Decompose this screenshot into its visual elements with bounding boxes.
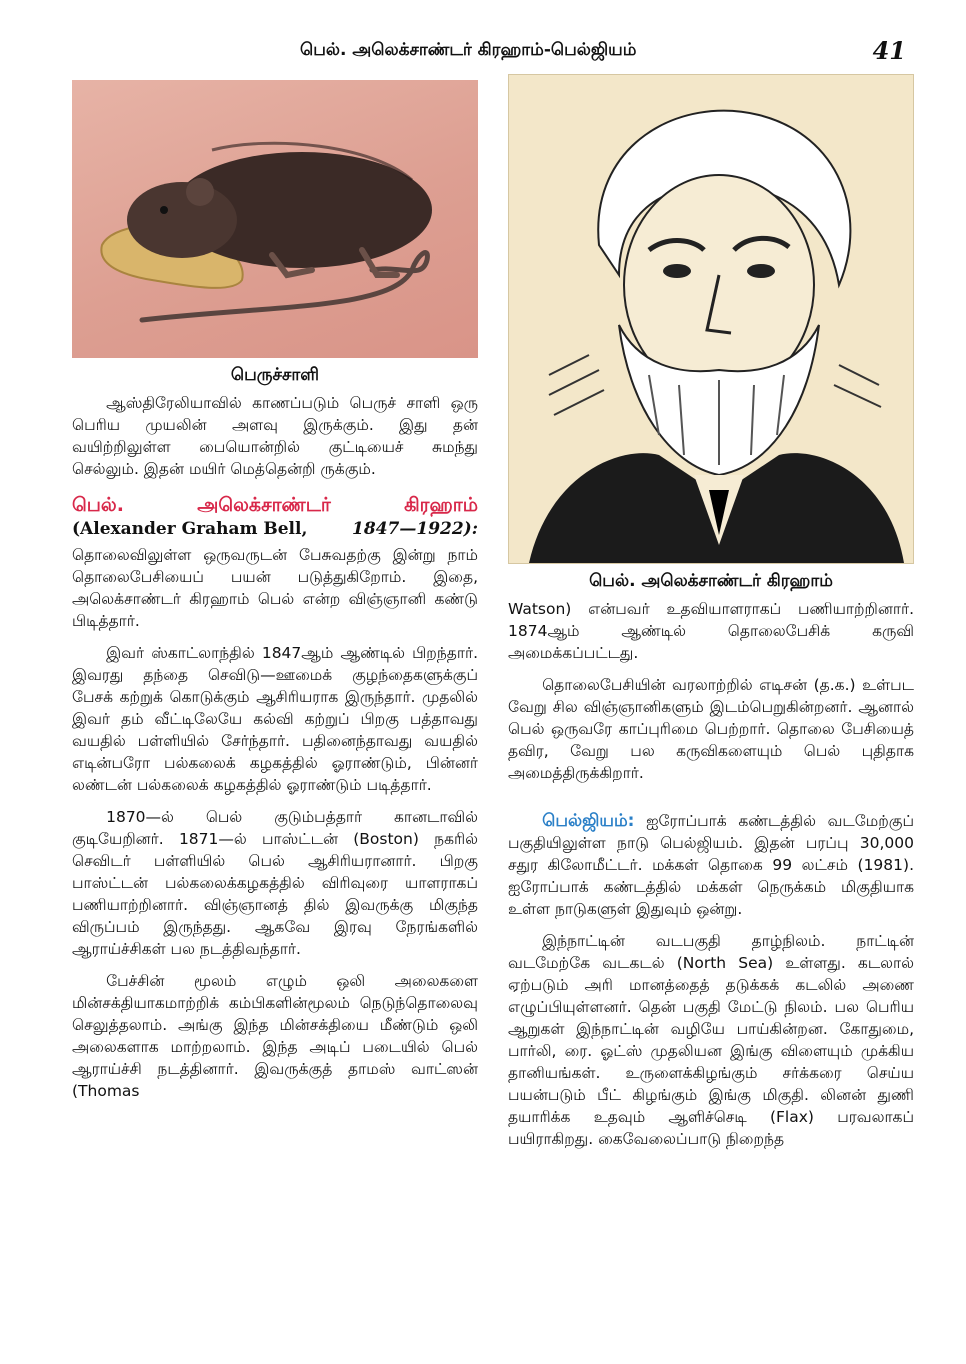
bell-paragraph: தொலைபேசியின் வரலாற்றில் எடிசன் (த.க.) உள்பட வேறு சில விஞ்ஞானிகளும் இடம்பெறுகின்றனர். ஆனால் பெல் ஒருவரே காப்புரிமை பெற்றார். தொலை பேசியைத் தவிர, வேறு பல கருவிகளையும் பெல் புதிதாக அமைத்திருக்கிறார். [508, 676, 914, 782]
bell-paragraph: தொலைவிலுள்ள ஒருவருடன் பேசுவதற்கு இன்று நாம் தொலைபேசியைப் பயன் படுத்துகிறோம். இதை, அலெக்சாண்டர் கிரஹாம் பெல் என்ற விஞ்ஞானி கண்டு பிடித்தார். [72, 546, 478, 630]
bell-portrait [508, 74, 914, 564]
rat-illustration [72, 80, 478, 358]
bell-title-part: கிரஹாம் [404, 494, 478, 516]
bell-title-part: அலெக்சாண்டர் [197, 494, 331, 516]
rat-caption: பெருச்சாளி [230, 365, 320, 385]
bell-subtitle [72, 518, 478, 540]
rat-paragraph: ஆஸ்திரேலியாவில் காணப்படும் பெருச் சாளி ஒரு பெரிய முயலின் அளவு இருக்கும். இது தன் வயிற்றிலுள்ள பையொன்றில் குட்டியைச் சுமந்து செல்லும். இதன் மயிர் மெத்தென்றி ருக்கும். [72, 394, 478, 478]
bell-paragraph: 1870—ல் பெல் குடும்பத்தார் கானடாவில் குடியேறினர். 1871—ல் பாஸ்ட்டன் (Boston) நகரில் செவிடர் பள்ளியில் பெல் ஆசிரியரானார். பிறகு பாஸ்ட்டன் பல்கலைக்கழகத்தில் விரிவுரை யாளராகப் பணியாற்றினார். விஞ்ஞானத் தில் இவருக்கு மிகுந்த விருப்பம் இருந்தது. ஆகவே இரவு நேரங்களில் ஆராய்ச்சிகள் பல நடத்திவந்தார். [72, 808, 478, 958]
belgium-heading: பெல்ஜியம்: [542, 811, 635, 831]
left-column [72, 80, 478, 1112]
bell-paragraph: பேச்சின் மூலம் எழும் ஒலி அலைகளை மின்சக்தியாகமாற்றிக் கம்பிகளின்மூலம் நெடுந்தொலைவு செலுத்தலாம். அங்கு இந்த மின்சக்தியை மீண்டும் ஒலி அலைகளாக மாற்றலாம். இந்த அடிப் படையில் பெல் ஆராய்ச்சி நடத்தினார். இவருக்குத் தாமஸ் வாட்ஸன் (Thomas [72, 972, 478, 1100]
belgium-paragraph: இந்நாட்டின் வடபகுதி தாழ்நிலம். நாட்டின் வடமேற்கே வடகடல் (North Sea) உள்ளது. கடலால் ஏற்படும் அரி மானத்தைத் தடுக்கக் கடலில் அணை எழுப்பியுள்ளனர். தென் பகுதி மேட்டு நிலம். பல பெரிய ஆறுகள் இந்நாட்டின் வழியே பாய்கின்றன. கோதுமை, பார்லி, ரை. ஓட்ஸ் முதலியன இங்கு விளையும் முக்கிய தானியங்கள். உருளைக்கிழங்கும் சர்க்கரை செய்ய பயன்படும் பீட் கிழங்கும் இங்கு மிகுதி. லினன் துணி தயாரிக்க உதவும் ஆளிச்செடி (Flax) பரவலாகப் பயிராகிறது. கைவேலைப்பாடு நிறைந்த [508, 932, 914, 1148]
right-column [508, 74, 914, 1160]
page-number: 41 [872, 36, 906, 65]
bell-section-title [72, 494, 478, 516]
bell-english-name: (Alexander Graham Bell, [72, 519, 308, 539]
portrait-caption: பெல். அலெக்சாண்டர் கிரஹாம் [589, 571, 833, 591]
bell-paragraph: இவர் ஸ்காட்லாந்தில் 1847ஆம் ஆண்டில் பிறந்தார். இவரது தந்தை செவிடு—ஊமைக் குழந்தைகளுக்குப் பேசக் கற்றுக் கொடுக்கும் ஆசிரியராக இருந்தார். முதலில் இவர் தம் வீட்டிலேயே கல்வி கற்றுப் பிறகு பத்தாவது வயதில் பள்ளியில் சேர்ந்தார். பதினைந்தாவது வயதில் எடின்பரோ பல்கலைக் கழகத்தில் ஓராண்டும், பின்னர் லண்டன் பல்கலைக் கழகத்தில் ஓராண்டும் படித்தார். [72, 644, 478, 794]
belgium-paragraph [508, 810, 914, 920]
bell-paragraph: Watson) என்பவர் உதவியாளராகப் பணியாற்றினார். 1874ஆம் ஆண்டில் தொலைபேசிக் கருவி அமைக்கப்பட்டது. [508, 600, 914, 662]
running-title: பெல். அலெக்சாண்டர் கிரஹாம்-பெல்ஜியம் [300, 40, 637, 60]
page-header [0, 36, 966, 70]
belgium-text: ஐரோப்பாக் கண்டத்தில் வடமேற்குப் பகுதியிலுள்ள நாடு பெல்ஜியம். இதன் பரப்பு 30,000 சதுர கிலோமீட்டர். மக்கள் தொகை 99 லட்சம் (1981). ஐரோப்பாக் கண்டத்தில் மக்கள் நெருக்கம் மிகுதியாக உள்ள நாடுகளுள் இதுவும் ஒன்று. [508, 812, 914, 918]
bell-years: 1847—1922): [352, 519, 478, 539]
bell-title-part: பெல். [72, 494, 124, 516]
